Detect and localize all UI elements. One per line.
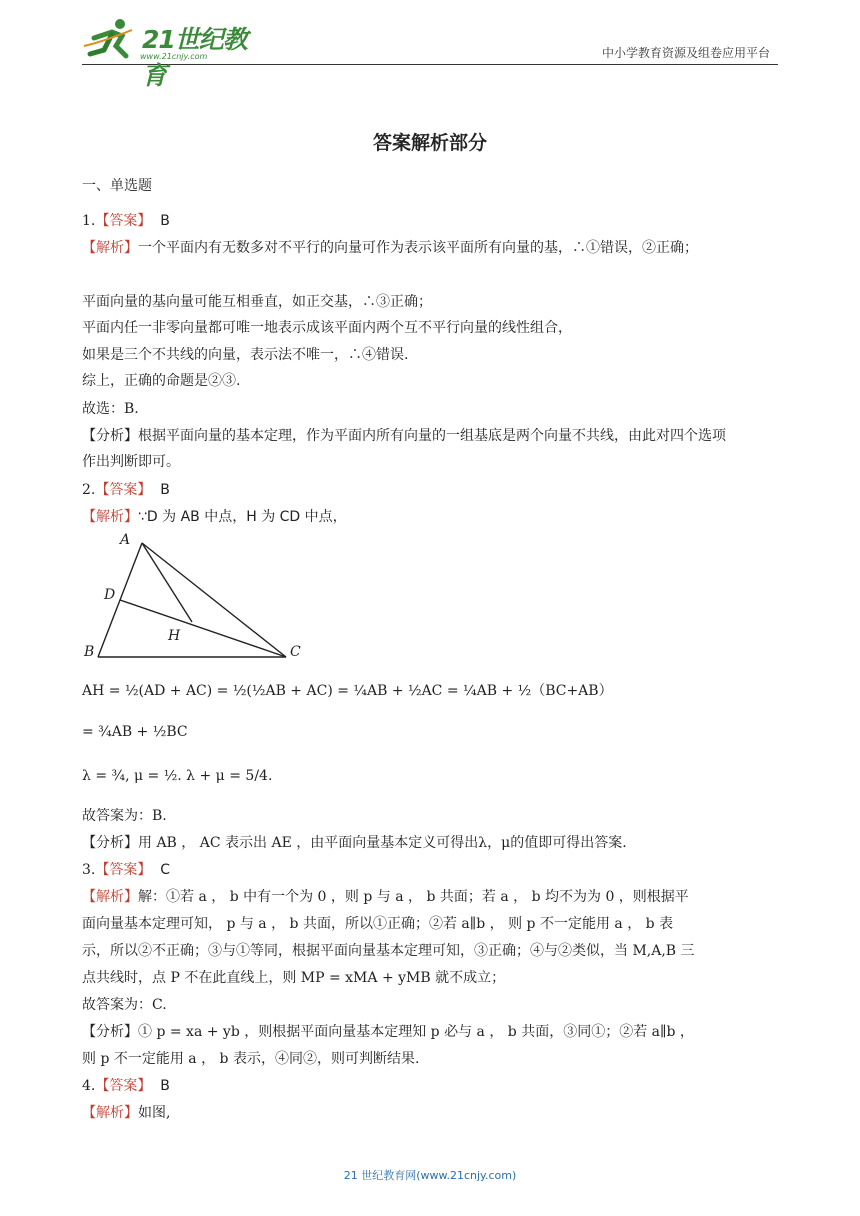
q2-answer-line bbox=[82, 480, 170, 500]
q2-answer: B bbox=[160, 482, 170, 498]
q2-fenxi: 用 AB ， AC 表示出 AE ，由平面向量基本定义可得出λ，μ的值即可得出答案. bbox=[138, 835, 627, 851]
logo bbox=[82, 16, 262, 90]
q2-fenxi-line bbox=[82, 833, 627, 853]
q3-answer: C bbox=[160, 862, 171, 878]
q2-jiexi-tag: 【解析】 bbox=[82, 509, 138, 525]
q4-jiexi-tag: 【解析】 bbox=[82, 1105, 138, 1121]
q4-number: 4. bbox=[82, 1078, 96, 1094]
q1-jiexi: 一个平面内有无数多对不平行的向量可作为表示该平面所有向量的基，∴①错误，②正确； bbox=[138, 240, 698, 256]
q3-conclusion: 故答案为：C. bbox=[82, 997, 167, 1013]
q3-line-2: 面向量基本定理可知， p 与 a ， b 共面，所以①正确；②若 a∥b ， 则 p 不一定能用 a ， b 表 bbox=[82, 916, 674, 932]
q2-fenxi-tag: 【分析】 bbox=[82, 835, 138, 851]
q2-number: 2. bbox=[82, 482, 96, 498]
label-H: H bbox=[168, 628, 181, 644]
q3-line-3: 示，所以②不正确；③与①等同，根据平面向量基本定理可知，③正确；④与②类似，当 M,A,B 三 bbox=[82, 943, 695, 959]
label-A: A bbox=[120, 532, 131, 548]
q2-equation-3: λ = ¾, μ = ½. λ + μ = 5/4. bbox=[82, 768, 273, 784]
label-C: C bbox=[290, 644, 301, 660]
q4-answer-tag: 【答案】 bbox=[95, 1078, 152, 1094]
runner-logo-icon bbox=[82, 16, 140, 62]
q3-fenxi-line bbox=[82, 1022, 694, 1042]
q1-line-4: 如果是三个不共线的向量，表示法不唯一，∴④错误. bbox=[82, 347, 409, 363]
q2-jiexi: ∵D 为 AB 中点，H 为 CD 中点， bbox=[138, 509, 347, 525]
section-heading: 一、单选题 bbox=[82, 178, 152, 194]
q1-number: 1. bbox=[82, 213, 96, 229]
q3-number: 3. bbox=[82, 862, 96, 878]
q3-fenxi-line-2: 则 p 不一定能用 a ， b 表示，④同②，则可判断结果. bbox=[82, 1051, 420, 1067]
q1-fenxi-line bbox=[82, 426, 726, 446]
page-footer: 21 世纪教育网(www.21cnjy.com) bbox=[343, 1169, 517, 1182]
q1-fenxi-tag: 【分析】 bbox=[82, 428, 138, 444]
q3-jiexi-line bbox=[82, 887, 689, 907]
page-header bbox=[82, 14, 778, 90]
label-B: B bbox=[84, 644, 95, 660]
platform-name: 中小学教育资源及组卷应用平台 bbox=[601, 46, 770, 60]
q1-answer: B bbox=[160, 213, 170, 229]
q3-answer-line bbox=[82, 860, 170, 880]
q1-line-3: 平面内任一非零向量都可唯一地表示成该平面内两个互不平行向量的线性组合， bbox=[82, 320, 572, 336]
q3-answer-tag: 【答案】 bbox=[95, 862, 152, 878]
page-title: 答案解析部分 bbox=[372, 132, 487, 154]
q2-equation-1: AH = ½(AD + AC) = ½(½AB + AC) = ¼AB + ½AC = ¼AB + ½（BC+AB） bbox=[82, 683, 613, 699]
q3-line-1: 解：①若 a ， b 中有一个为 0 ，则 p 与 a ， b 共面；若 a ， b 均不为为 0 ，则根据平 bbox=[138, 889, 689, 905]
q1-line-5: 综上，正确的命题是②③. bbox=[82, 373, 241, 389]
q1-fenxi-line-2: 作出判断即可。 bbox=[82, 454, 180, 470]
q1-jiexi-tag: 【解析】 bbox=[82, 240, 138, 256]
q4-answer: B bbox=[160, 1078, 170, 1094]
q2-conclusion: 故答案为：B. bbox=[82, 808, 167, 824]
logo-url: www.21cnjy.com bbox=[140, 52, 208, 61]
q4-jiexi-line bbox=[82, 1103, 170, 1123]
q4-answer-line bbox=[82, 1076, 170, 1096]
q3-fenxi-tag: 【分析】 bbox=[82, 1024, 138, 1040]
q1-jiexi-line bbox=[82, 238, 698, 258]
q3-jiexi-tag: 【解析】 bbox=[82, 889, 138, 905]
logo-text: 21世纪教育 bbox=[142, 25, 247, 90]
q2-answer-tag: 【答案】 bbox=[95, 482, 152, 498]
q3-fenxi: ① p = xa + yb ，则根据平面向量基本定理知 p 必与 a ， b 共面，③同①；②若 a∥b ， bbox=[138, 1024, 694, 1040]
q4-jiexi: 如图, bbox=[138, 1105, 171, 1121]
q2-equation-2: = ¾AB + ½BC bbox=[82, 724, 188, 740]
q1-line-6: 故选：B. bbox=[82, 401, 139, 417]
q2-jiexi-line bbox=[82, 507, 347, 527]
q3-line-4: 点共线时，点 P 不在此直线上，则 MP = xMA + yMB 就不成立； bbox=[82, 970, 506, 986]
q1-line-2: 平面向量的基向量可能互相垂直，如正交基，∴③正确； bbox=[82, 294, 432, 310]
triangle-figure bbox=[82, 530, 312, 665]
q1-answer-line bbox=[82, 211, 170, 231]
label-D: D bbox=[104, 587, 116, 603]
q1-fenxi: 根据平面向量的基本定理，作为平面内所有向量的一组基底是两个向量不共线，由此对四个选项 bbox=[138, 428, 726, 444]
q1-answer-tag: 【答案】 bbox=[95, 213, 152, 229]
